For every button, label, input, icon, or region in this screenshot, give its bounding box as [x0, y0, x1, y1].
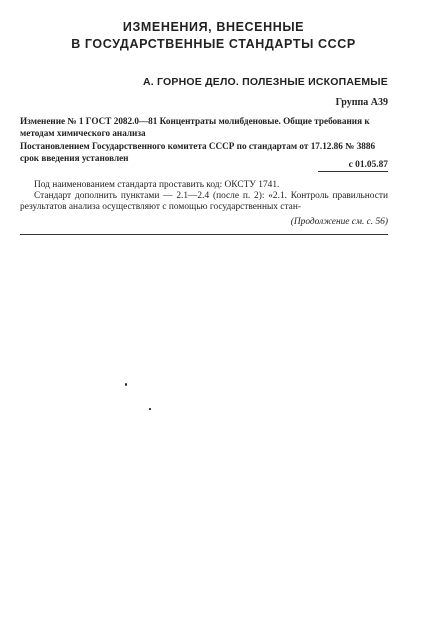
continuation-note: (Продолжение см. с. 56)	[290, 217, 388, 227]
change-title: Изменение № 1 ГОСТ 2082.0—81 Концентраты молибденовые. Общие требования к методам химического анализа	[20, 116, 370, 138]
document-header-line-1: ИЗМЕНЕНИЯ, ВНЕСЕННЫЕ	[122, 20, 305, 34]
scan-speck	[149, 408, 151, 410]
body-line-code: Под наименованием стандарта проставить код: ОКСТУ 1741.	[34, 180, 280, 190]
document-header-line-2: В ГОСУДАРСТВЕННЫЕ СТАНДАРТЫ СССР	[71, 37, 356, 51]
date-underline	[318, 171, 388, 172]
body-text	[20, 180, 388, 213]
resolution-text: Постановлением Государственного комитета СССР по стандартам от 17.12.86 № 3886 срок введения установлен	[20, 141, 376, 163]
effective-date: с 01.05.87	[348, 160, 388, 170]
bottom-divider	[20, 234, 388, 235]
group-code: Группа А39	[335, 97, 388, 108]
body-line-supplement: Стандарт дополнить пунктами — 2.1—2.4 (после п. 2): «2.1. Контроль правильности результатов анализа осуществляют с помощью государственных стан-	[20, 191, 388, 212]
scan-speck	[125, 383, 127, 386]
section-title: А. ГОРНОЕ ДЕЛО. ПОЛЕЗНЫЕ ИСКОПАЕМЫЕ	[143, 76, 388, 88]
